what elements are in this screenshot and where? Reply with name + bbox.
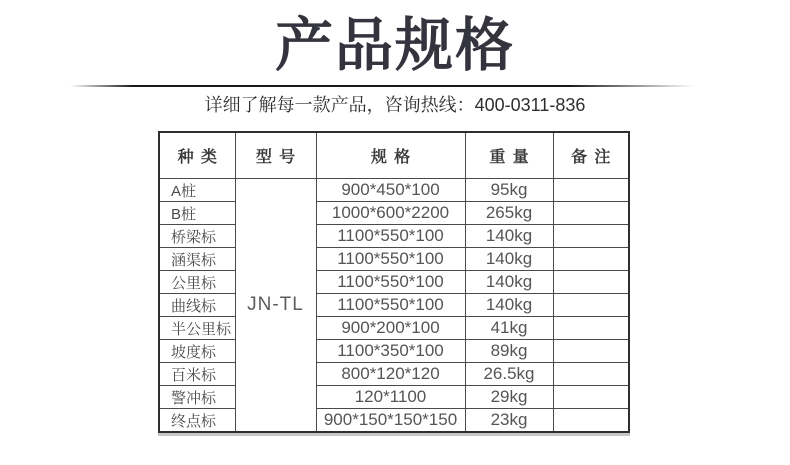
spec-cell: 900*150*150*150 [316,409,465,433]
weight-cell: 140kg [465,271,553,294]
column-header-weight: 重量 [465,132,553,179]
page-title: 产品规格 [274,13,515,78]
note-cell [553,179,629,202]
spec-cell: 1100*550*100 [316,294,465,317]
spec-cell: 120*1100 [316,386,465,409]
table-row [159,202,629,225]
note-cell [553,340,629,363]
weight-cell: 26.5kg [465,363,553,386]
weight-cell: 95kg [465,179,553,202]
type-cell: A桩 [159,179,235,202]
type-cell: 终点标 [159,409,235,433]
type-cell: B桩 [159,202,235,225]
weight-cell: 265kg [465,202,553,225]
title-divider-line [70,85,694,87]
weight-cell: 89kg [465,340,553,363]
table-row [159,248,629,271]
spec-cell: 1100*550*100 [316,225,465,248]
weight-cell: 140kg [465,225,553,248]
spec-cell: 1100*550*100 [316,271,465,294]
column-header-model: 型号 [235,132,316,179]
note-cell [553,317,629,340]
note-cell [553,248,629,271]
type-cell: 桥梁标 [159,225,235,248]
note-cell [553,225,629,248]
note-cell [553,409,629,433]
product-spec-table [158,131,630,433]
type-cell: 半公里标 [159,317,235,340]
note-cell [553,386,629,409]
spec-cell: 800*120*120 [316,363,465,386]
weight-cell: 140kg [465,248,553,271]
table-row [159,409,629,433]
weight-cell: 41kg [465,317,553,340]
spec-cell: 1100*350*100 [316,340,465,363]
note-cell [553,271,629,294]
spec-cell: 900*200*100 [316,317,465,340]
type-cell: 百米标 [159,363,235,386]
spec-cell: 900*450*100 [316,179,465,202]
column-header-spec: 规格 [316,132,465,179]
table-row [159,317,629,340]
note-cell [553,294,629,317]
column-header-type: 种类 [159,132,235,179]
table-row [159,363,629,386]
column-header-note: 备注 [553,132,629,179]
table-header-row [159,132,629,179]
hotline-subtitle: 详细了解每一款产品，咨询热线：400-0311-836 [204,95,586,115]
type-cell: 公里标 [159,271,235,294]
table-row [159,179,629,202]
table-row [159,271,629,294]
table-row [159,225,629,248]
note-cell [553,363,629,386]
type-cell: 曲线标 [159,294,235,317]
weight-cell: 23kg [465,409,553,433]
type-cell: 警冲标 [159,386,235,409]
type-cell: 涵渠标 [159,248,235,271]
type-cell: 坡度标 [159,340,235,363]
weight-cell: 140kg [465,294,553,317]
table-row [159,386,629,409]
table-row [159,340,629,363]
spec-cell: 1100*550*100 [316,248,465,271]
model-cell: JN-TL [235,179,316,433]
note-cell [553,202,629,225]
weight-cell: 29kg [465,386,553,409]
table-row [159,294,629,317]
spec-cell: 1000*600*2200 [316,202,465,225]
